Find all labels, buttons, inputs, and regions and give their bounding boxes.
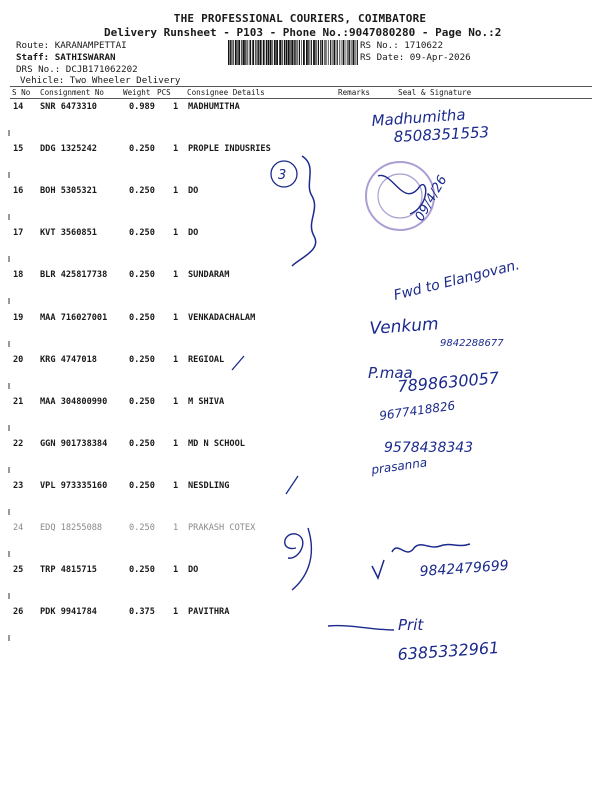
row-sno: 25 [13, 565, 24, 576]
row-consignee: PAVITHRA [188, 607, 230, 618]
row-weight: 0.250 [129, 270, 155, 281]
row-pcs: 1 [173, 102, 179, 112]
phone-row-26: 6385332961 [396, 637, 500, 664]
row-sno: 16 [13, 186, 24, 197]
row-consignment-no: KVT 3560851 [40, 228, 97, 239]
row-sno: 20 [13, 354, 24, 365]
table-row [0, 397, 600, 417]
row-separator-mark [8, 298, 10, 304]
col-consignment: Consignment No [40, 88, 105, 97]
table-row [0, 186, 600, 206]
row-consignment-no: KRG 4747018 [40, 354, 97, 365]
row-weight: 0.250 [129, 523, 155, 533]
row-sno: 26 [13, 607, 24, 618]
row-sno: 15 [13, 144, 24, 155]
row-separator-mark [8, 509, 10, 515]
row-consignment-no: DDG 1325242 [40, 144, 97, 155]
signature-row-14: Madhumitha [371, 105, 467, 130]
row-pcs: 1 [173, 144, 179, 155]
row-pcs: 1 [173, 312, 179, 323]
phone-row-19: 9842288677 [440, 338, 504, 349]
name-row-22: prasanna [370, 455, 428, 477]
table-row [0, 102, 600, 122]
drs-number: DRS No.: DCJB171062202 [16, 64, 138, 75]
row-sno: 17 [13, 228, 24, 239]
row-sno: 24 [13, 523, 24, 533]
row-consignee: MADHUMITHA [188, 102, 240, 112]
row-consignment-no: SNR 6473310 [40, 102, 97, 112]
row-weight: 0.250 [129, 186, 155, 197]
row-separator-mark [8, 172, 10, 178]
table-row [0, 355, 600, 375]
row-sno: 19 [13, 312, 24, 323]
table-row [0, 144, 600, 164]
row-consignee: MD N SCHOOL [188, 438, 245, 449]
col-consignee: Consignee Details [187, 88, 265, 97]
phone-row-22: 9578438343 [384, 440, 474, 456]
row-pcs: 1 [173, 480, 179, 491]
staff-label: Staff: SATHISWARAN [16, 52, 116, 63]
row-separator-mark [8, 593, 10, 599]
stamp-date: 09/4/26 [412, 173, 451, 224]
rs-number: RS No.: 1710622 [360, 40, 443, 51]
row-weight: 0.250 [129, 312, 155, 323]
row-weight: 0.250 [129, 438, 155, 449]
row-consignee: DO [188, 565, 199, 576]
row-pcs: 1 [173, 270, 179, 281]
row-separator-mark [8, 130, 10, 136]
phone-row-21: 9677418826 [378, 398, 457, 423]
header-divider [10, 86, 592, 87]
circle-mark-number: 3 [278, 168, 287, 183]
row-weight: 0.250 [129, 565, 155, 576]
row-separator-mark [8, 635, 10, 641]
vehicle-label: Vehicle: Two Wheeler Delivery [20, 75, 181, 86]
row-weight: 0.250 [129, 396, 155, 407]
col-remarks: Remarks [338, 88, 371, 97]
row-consignee: REGIOAL [188, 354, 225, 365]
table-row [0, 523, 600, 543]
table-row [0, 481, 600, 501]
row-sno: 14 [13, 102, 24, 112]
company-title: THE PROFESSIONAL COURIERS, COIMBATORE [173, 12, 427, 25]
row-separator-mark [8, 467, 10, 473]
row-pcs: 1 [173, 523, 179, 533]
rs-date: RS Date: 09-Apr-2026 [360, 52, 471, 63]
row-separator-mark [8, 425, 10, 431]
row-pcs: 1 [173, 228, 179, 239]
row-consignment-no: BLR 425817738 [40, 270, 108, 281]
row-consignee: PROPLE INDUSRIES [188, 144, 271, 155]
row-pcs: 1 [173, 607, 179, 618]
signature-row-19: Venkum [368, 314, 440, 339]
row-consignment-no: VPL 973335160 [40, 480, 108, 491]
row-consignee: SUNDARAM [188, 270, 230, 281]
signature-row-26: Prit [398, 616, 424, 634]
row-consignee: DO [188, 186, 199, 197]
row-pcs: 1 [173, 438, 179, 449]
row-weight: 0.989 [129, 102, 155, 112]
row-consignment-no: MAA 304800990 [40, 396, 108, 407]
row-sno: 21 [13, 396, 24, 407]
row-separator-mark [8, 551, 10, 557]
row-sno: 23 [13, 480, 24, 491]
grouping-brace [292, 156, 316, 266]
col-weight: Weight [123, 88, 151, 97]
row-consignee: M SHIVA [188, 396, 225, 407]
row-pcs: 1 [173, 186, 179, 197]
row-consignee: PRAKASH COTEX [188, 523, 256, 533]
row-consignment-no: TRP 4815715 [40, 565, 97, 576]
phone-row-25: 9842479699 [419, 557, 510, 580]
row-sno: 22 [13, 438, 24, 449]
row-weight: 0.250 [129, 354, 155, 365]
colhead-divider [10, 98, 592, 99]
table-row [0, 607, 600, 627]
row-consignee: VENKADACHALAM [188, 312, 256, 323]
row-consignment-no: MAA 716027001 [40, 312, 108, 323]
row-consignment-no: GGN 901738384 [40, 438, 108, 449]
row-separator-mark [8, 383, 10, 389]
row-pcs: 1 [173, 565, 179, 576]
row-sno: 18 [13, 270, 24, 281]
forward-note: Fwd to Elangovan. [392, 257, 522, 304]
row-weight: 0.250 [129, 144, 155, 155]
phone-row-20: 7898630057 [396, 368, 500, 396]
col-pcs: PCS [157, 88, 171, 97]
table-row [0, 313, 600, 333]
table-row [0, 565, 600, 585]
phone-row-14: 8508351553 [393, 123, 490, 146]
row-consignment-no: EDQ 18255088 [40, 523, 103, 533]
row-pcs: 1 [173, 354, 179, 365]
row-separator-mark [8, 214, 10, 220]
row-consignee: DO [188, 228, 199, 239]
table-row [0, 228, 600, 248]
runsheet-subtitle: Delivery Runsheet - P103 - Phone No.:9047080280 - Page No.:2 [104, 26, 502, 39]
row-weight: 0.250 [129, 228, 155, 239]
row-separator-mark [8, 256, 10, 262]
signature-row-20: P.maa [368, 364, 413, 382]
table-row [0, 439, 600, 459]
row-weight: 0.250 [129, 480, 155, 491]
row-consignee: NESDLING [188, 480, 230, 491]
route-label: Route: KARANAMPETTAI [16, 40, 127, 51]
col-sno: S No [12, 88, 31, 97]
col-seal-signature: Seal & Signature [398, 88, 472, 97]
row-weight: 0.375 [129, 607, 155, 618]
row-separator-mark [8, 341, 10, 347]
barcode-image [228, 40, 358, 65]
row-consignment-no: PDK 9941784 [40, 607, 97, 618]
circle-mark [271, 161, 297, 187]
table-row [0, 270, 600, 290]
row-pcs: 1 [173, 396, 179, 407]
row-consignment-no: BOH 5305321 [40, 186, 97, 197]
